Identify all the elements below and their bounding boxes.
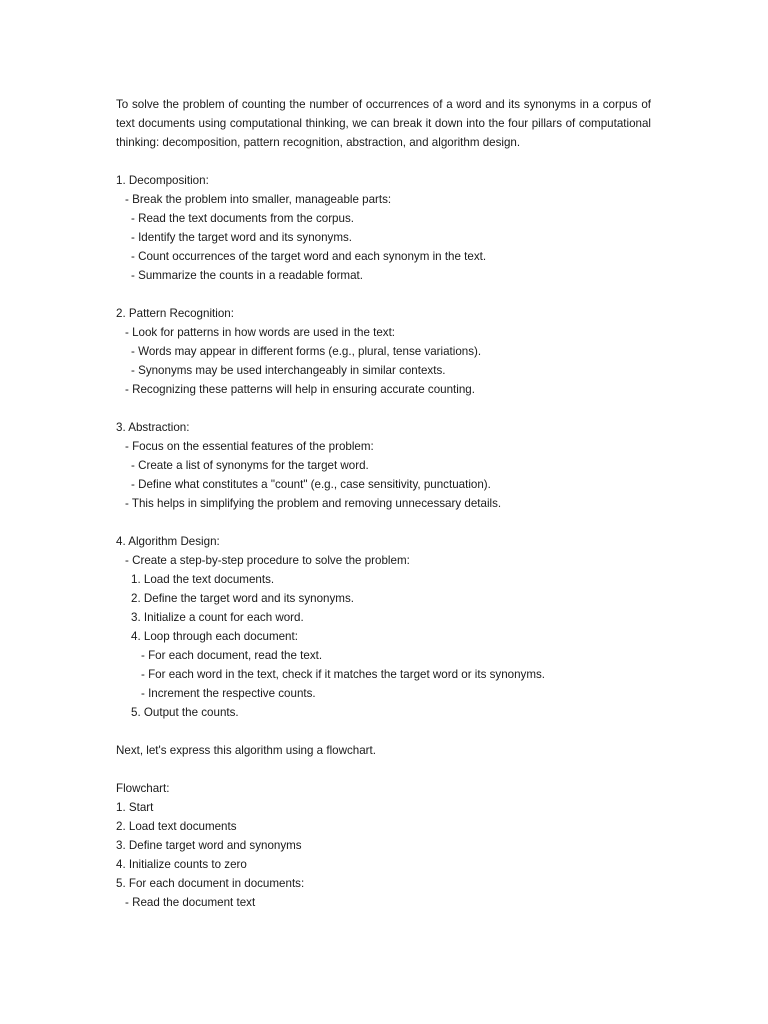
section-heading: 1. Decomposition: xyxy=(116,174,209,187)
pillar-section xyxy=(116,418,651,513)
section-line: - For each document, read the text. xyxy=(141,649,323,662)
section-line: - For each word in the text, check if it matches the target word or its synonyms. xyxy=(141,668,546,681)
pillar-section xyxy=(116,304,651,399)
document-page xyxy=(116,95,651,912)
flowchart-steps xyxy=(116,798,651,912)
section-line: 4. Loop through each document: xyxy=(131,630,298,643)
section-line: - Summarize the counts in a readable format. xyxy=(131,269,363,282)
section-line: 5. Output the counts. xyxy=(131,706,239,719)
section-line: - Define what constitutes a "count" (e.g., case sensitivity, punctuation). xyxy=(131,478,491,491)
section-heading: 4. Algorithm Design: xyxy=(116,535,220,548)
flowchart-section xyxy=(116,779,651,912)
pillars-sections xyxy=(116,171,651,722)
intro-paragraph: To solve the problem of counting the number of occurrences of a word and its synonyms in a corpus of text documents using computational thinking, we can break it down into the four pillars of computational thinking: decomposition, pattern recognition, abstraction, and algorithm design. xyxy=(116,98,651,149)
section-line: - Create a step-by-step procedure to solve the problem: xyxy=(125,554,410,567)
flowchart-step: 5. For each document in documents: xyxy=(116,877,305,890)
transition-paragraph: Next, let's express this algorithm using a flowchart. xyxy=(116,744,376,757)
flowchart-step: 1. Start xyxy=(116,801,154,814)
flowchart-step: 4. Initialize counts to zero xyxy=(116,858,247,871)
section-line: - Break the problem into smaller, manageable parts: xyxy=(125,193,392,206)
section-heading: 3. Abstraction: xyxy=(116,421,190,434)
flowchart-step: - Read the document text xyxy=(125,896,256,909)
section-line: - Focus on the essential features of the problem: xyxy=(125,440,374,453)
section-line: 1. Load the text documents. xyxy=(131,573,275,586)
section-line: - This helps in simplifying the problem and removing unnecessary details. xyxy=(125,497,502,510)
section-line: 2. Define the target word and its synonyms. xyxy=(131,592,354,605)
flowchart-step: 2. Load text documents xyxy=(116,820,237,833)
section-line: 3. Initialize a count for each word. xyxy=(131,611,304,624)
section-line: - Increment the respective counts. xyxy=(141,687,316,700)
flowchart-step: 3. Define target word and synonyms xyxy=(116,839,302,852)
section-line: - Recognizing these patterns will help in ensuring accurate counting. xyxy=(125,383,475,396)
section-heading: 2. Pattern Recognition: xyxy=(116,307,234,320)
pillar-section xyxy=(116,532,651,722)
section-line: - Create a list of synonyms for the target word. xyxy=(131,459,369,472)
section-line: - Words may appear in different forms (e.g., plural, tense variations). xyxy=(131,345,482,358)
section-line: - Count occurrences of the target word and each synonym in the text. xyxy=(131,250,487,263)
flowchart-heading: Flowchart: xyxy=(116,782,170,795)
pillar-section xyxy=(116,171,651,285)
section-line: - Read the text documents from the corpus. xyxy=(131,212,354,225)
section-line: - Look for patterns in how words are used in the text: xyxy=(125,326,396,339)
section-line: - Identify the target word and its synonyms. xyxy=(131,231,353,244)
section-line: - Synonyms may be used interchangeably in similar contexts. xyxy=(131,364,446,377)
